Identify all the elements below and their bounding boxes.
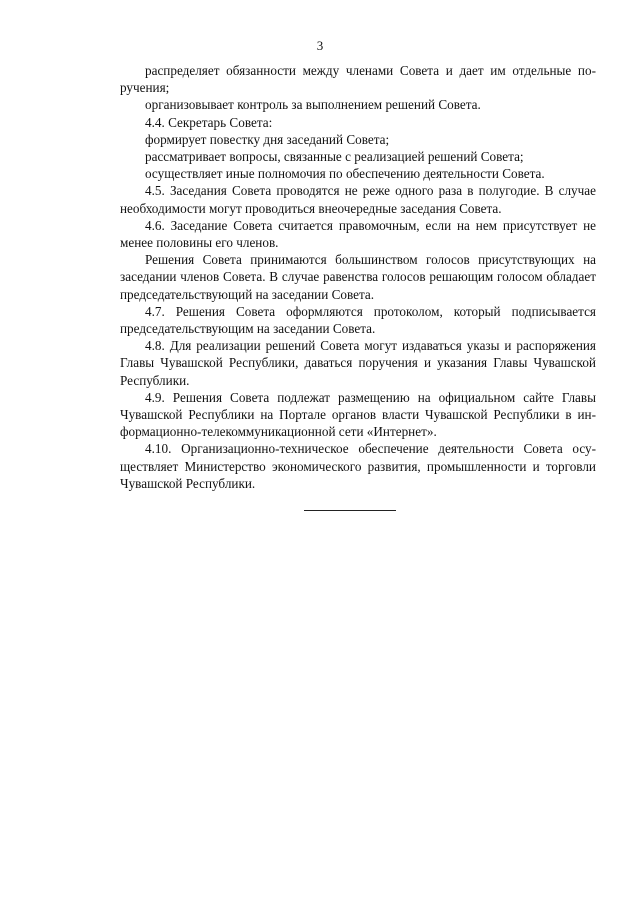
end-of-document-rule — [304, 510, 396, 511]
page-number: 3 — [316, 38, 324, 53]
paragraph-4-4-heading: 4.4. Секретарь Совета: — [145, 114, 273, 130]
paragraph-chairman-duties: распределяет обязанности между членами Совета и дает им отдельные поручения; — [120, 63, 596, 96]
paragraph-4-10: 4.10. Организационно-техническое обеспечение деятельности Совета осуществляет Министерство экономического развития, промышленности и торговли Чувашской Республики. — [120, 441, 596, 491]
paragraph-4-9: 4.9. Решения Совета подлежат размещению на официальном сайте Главы Чувашской Республики на Портале органов власти Чувашской Республики в информационно-телекоммуникационной сети «Интернет». — [120, 389, 596, 440]
paragraph-review: рассматривает вопросы, связанные с реализацией решений Совета; — [145, 149, 524, 165]
paragraph-agenda: формирует повестку дня заседаний Совета; — [145, 131, 390, 147]
paragraph-control: организовывает контроль за выполнением решений Совета. — [145, 97, 481, 113]
paragraph-4-6: 4.6. Заседание Совета считается правомочным, если на нем присутствует не менее половины его членов. — [120, 217, 596, 251]
document-body — [120, 62, 596, 492]
paragraph-4-5: 4.5. Заседания Совета проводятся не реже одного раза в полугодие. В случае необходимости могут проводиться внеочередные заседания Совета. — [120, 183, 596, 216]
paragraph-other-powers: осуществляет иные полномочия по обеспечению деятельности Совета. — [145, 166, 545, 182]
paragraph-4-7: 4.7. Решения Совета оформляются протоколом, который подписывается председательствующим на заседании Совета. — [120, 303, 596, 337]
paragraph-decisions-voting: Решения Совета принимаются большинством голосов присутствующих на заседании членов Совета. В случае равенства голосов решающим голосом обладает председательствующий на заседании Совета. — [120, 252, 596, 302]
paragraph-4-8: 4.8. Для реализации решений Совета могут издаваться указы и распоряжения Главы Чувашской Республики, даваться поручения и указания Главы Чувашской Республики. — [120, 338, 596, 388]
